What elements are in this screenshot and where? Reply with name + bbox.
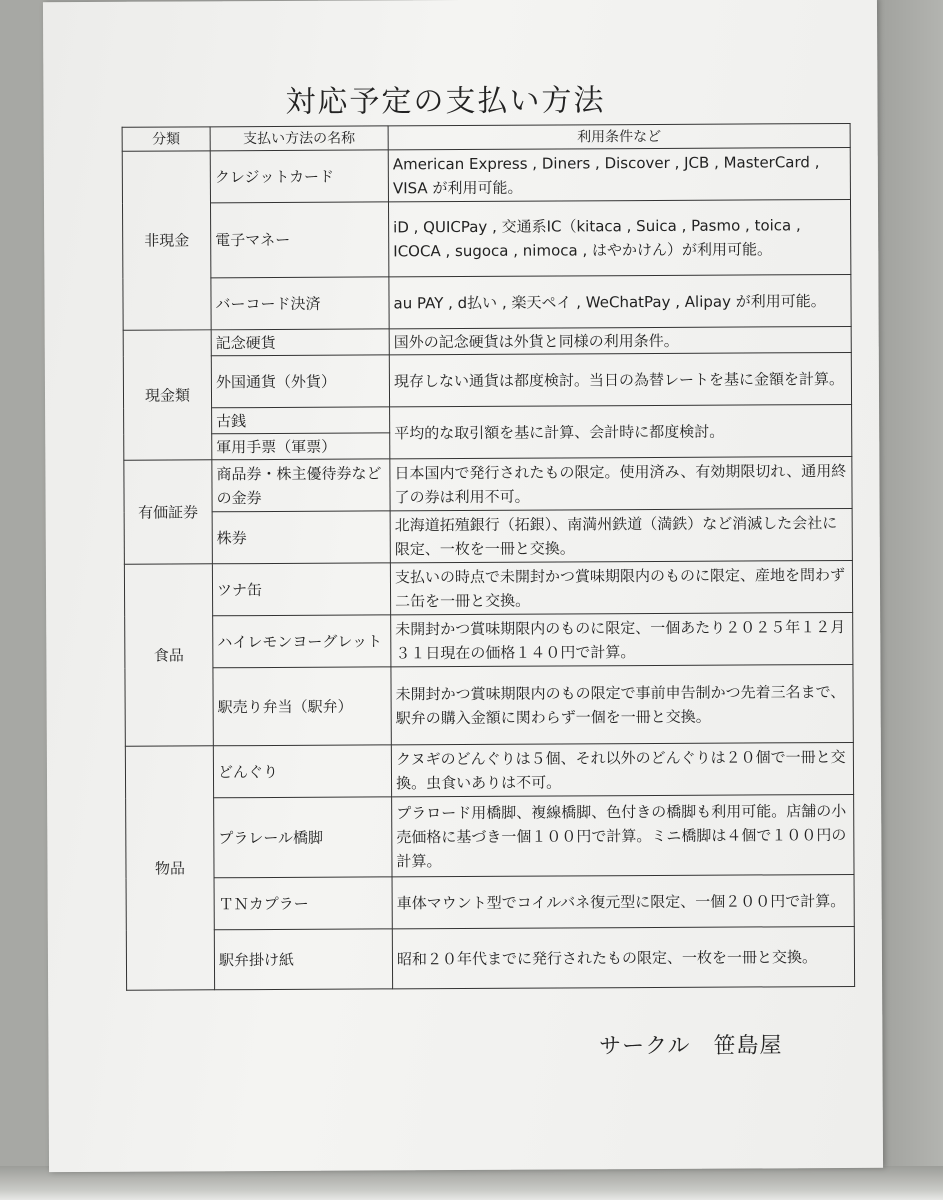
method-conditions: 支払いの時点で未開封かつ賞味期限内のものに限定、産地を問わず二缶を一冊と交換。: [390, 560, 852, 614]
method-conditions: 未開封かつ賞味期限内のもの限定で事前申告制かつ先着三名まで、駅弁の購入金額に関わらず一個を一冊と交換。: [391, 664, 853, 744]
method-name: ハイレモンヨーグレット: [213, 615, 391, 668]
table-row: [122, 199, 850, 278]
method-name: 軍用手票（軍票）: [212, 433, 390, 460]
category-food: 食品: [124, 564, 213, 746]
method-name: 記念硬貨: [211, 329, 389, 356]
table-row: [125, 612, 853, 668]
method-name: クレジットカード: [210, 150, 388, 203]
method-conditions: 昭和２０年代までに発行されたもの限定、一枚を一冊と交換。: [392, 926, 854, 988]
table-row: [125, 664, 853, 746]
method-conditions: American Express , Diners , Discover , JCB , MasterCard , VISA が利用可能。: [388, 147, 850, 201]
method-conditions: 北海道拓殖銀行（拓銀）、南満州鉄道（満鉄）など消滅した会社に限定、一枚を一冊と交換。: [390, 508, 852, 562]
header-category: 分類: [122, 127, 210, 151]
method-name: 古銭: [212, 407, 390, 434]
paper-sheet: [43, 0, 883, 1172]
category-goods: 物品: [125, 746, 214, 990]
method-conditions: au PAY , d払い , 楽天ペイ , WeChatPay , Alipay が利用可能。: [389, 274, 851, 328]
method-name: プラレール橋脚: [214, 797, 392, 878]
method-conditions: 未開封かつ賞味期限内のものに限定、一個あたり２０２５年１２月３１日現在の価格１４０円で計算。: [391, 612, 853, 666]
method-name: 駅弁掛け紙: [214, 929, 392, 990]
method-name: 株券: [212, 511, 390, 564]
table-row: [124, 560, 852, 616]
method-name: どんぐり: [213, 745, 391, 798]
table-row: [124, 508, 852, 564]
method-conditions: iD , QUICPay , 交通系IC（kitaca , Suica , Pasmo , toica , ICOCA , sugoca , nimoca , はやかけん）が利用可能。: [388, 199, 850, 276]
table-row: [123, 352, 851, 408]
category-cash: 現金類: [123, 330, 212, 460]
table-row: [122, 147, 850, 203]
method-name: ツナ缶: [212, 563, 390, 616]
method-name: 駅売り弁当（駅弁）: [213, 667, 391, 746]
method-conditions: 現存しない通貨は都度検討。当日の為替レートを基に金額を計算。: [389, 352, 851, 406]
table-row: [126, 874, 854, 930]
category-non-cash: 非現金: [122, 151, 211, 330]
method-conditions: 平均的な取引額を基に計算、会計時に都度検討。: [390, 404, 852, 458]
table-row: [126, 794, 854, 878]
method-name: 外国通貨（外貨）: [211, 355, 389, 408]
method-name: 電子マネー: [210, 202, 388, 278]
table-row: [125, 742, 853, 798]
method-name: バーコード決済: [211, 277, 389, 330]
method-conditions: クヌギのどんぐりは５個、それ以外のどんぐりは２０個で一冊と交換。虫食いありは不可。: [391, 742, 853, 796]
table-row: [124, 456, 852, 512]
background-table-surface: [873, 0, 943, 1200]
header-name: 支払い方法の名称: [210, 126, 388, 151]
table-row: [124, 404, 852, 434]
header-conditions: 利用条件など: [388, 123, 850, 149]
payment-methods-table: [122, 123, 856, 991]
method-name: ＴＮカプラー: [214, 877, 392, 930]
category-securities: 有価証券: [124, 460, 213, 564]
method-conditions: 国外の記念硬貨は外貨と同様の利用条件。: [389, 326, 851, 354]
method-conditions: 日本国内で発行されたもの限定。使用済み、有効期限切れ、通用終了の券は利用不可。: [390, 456, 852, 510]
method-conditions: 車体マウント型でコイルバネ復元型に限定、一個２００円で計算。: [392, 874, 854, 928]
page-title: 対応予定の支払い方法: [285, 83, 606, 120]
method-conditions: プラロード用橋脚、複線橋脚、色付きの橋脚も利用可能。店舗の小売価格に基づき一個１００円で計算。ミニ橋脚は４個で１００円の計算。: [392, 794, 854, 876]
method-name: 商品券・株主優待券などの金券: [212, 459, 390, 512]
circle-signature: サークル 笹島屋: [599, 1033, 783, 1060]
table-row: [126, 926, 854, 990]
table-row: [123, 326, 851, 356]
table-row: [123, 274, 851, 330]
